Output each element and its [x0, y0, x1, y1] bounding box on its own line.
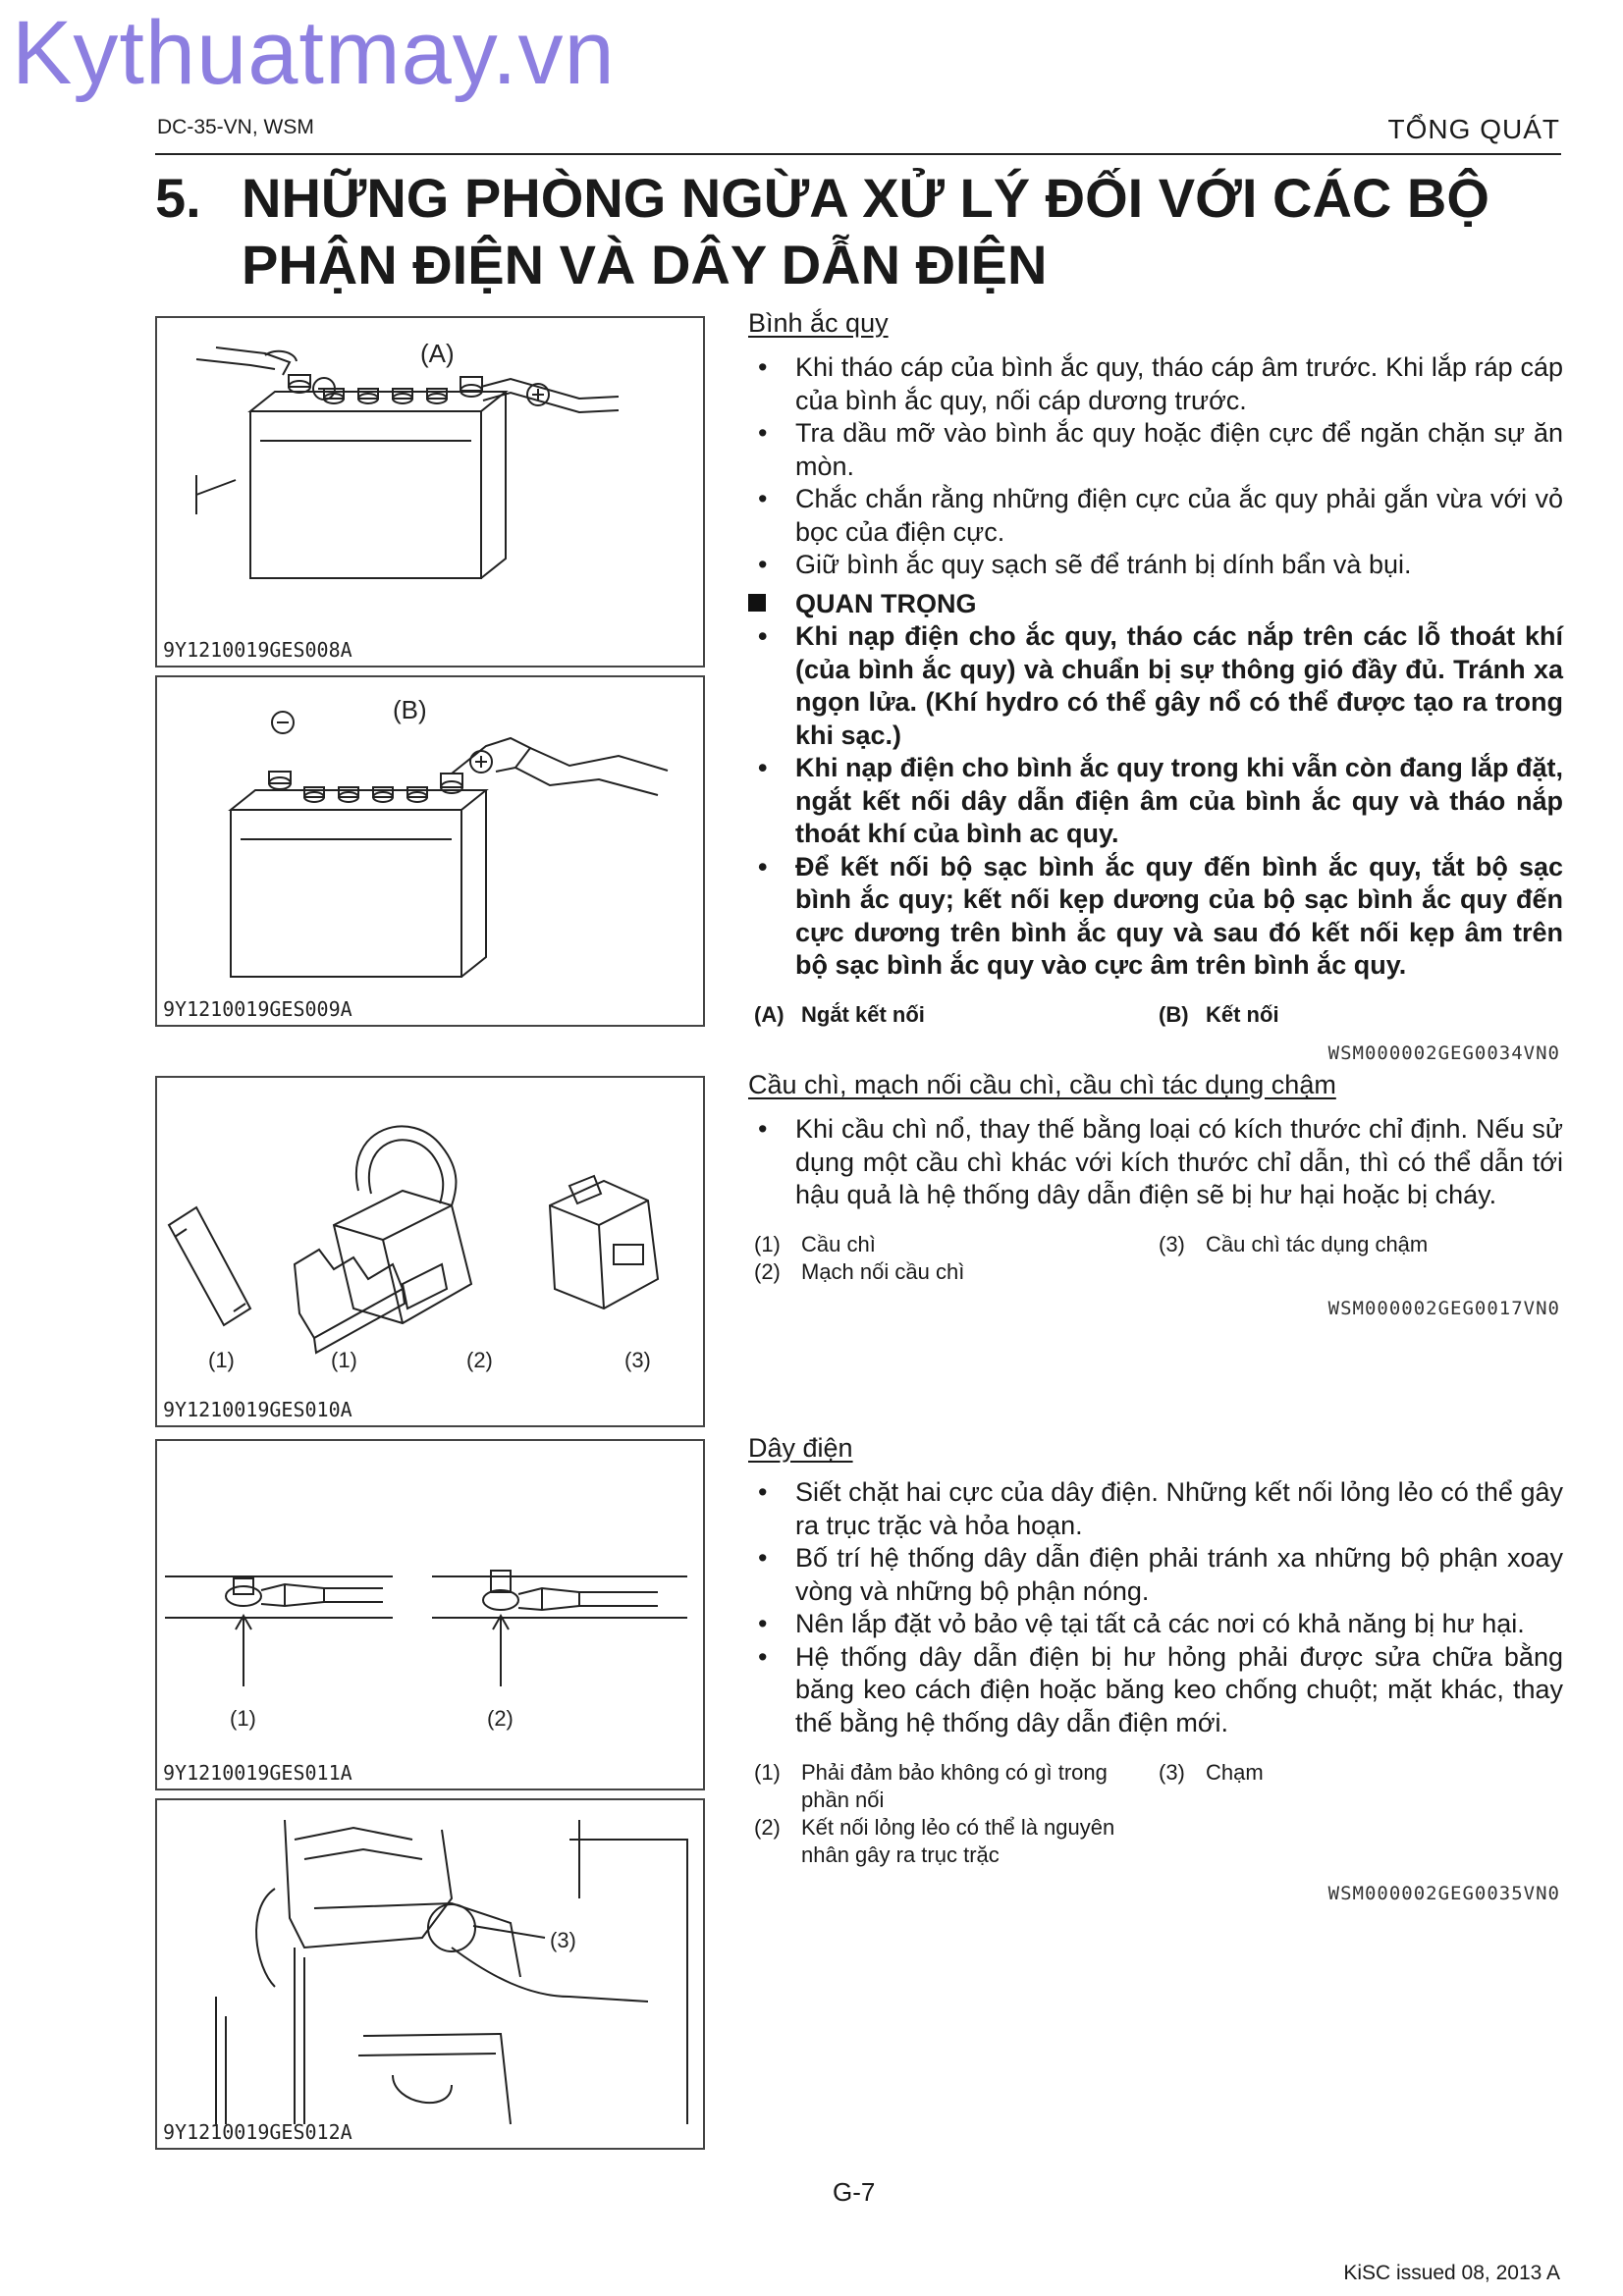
figure-battery-connect: [155, 675, 705, 1027]
terminal-label-1: (1): [230, 1706, 256, 1731]
list-item: • Hệ thống dây dẫn điện bị hư hỏng phải được sửa chữa bằng băng keo cách điện hoặc băng keo chống chuột; mặt khác, thay thế bằng hệ thống dây dẫn điện mới.: [748, 1641, 1563, 1740]
legend-item: [754, 1814, 1147, 1873]
legend-key: (3): [1159, 1232, 1185, 1256]
legend-key: (3): [1159, 1760, 1185, 1785]
legend-item: [754, 1258, 1127, 1288]
fuse-label-3: (3): [624, 1348, 651, 1372]
fuse-illustration: [157, 1078, 703, 1425]
figure-battery-disconnect: [155, 316, 705, 667]
reference-code: WSM000002GEG0017VN0: [1327, 1298, 1560, 1319]
figure-label-b: (B): [393, 695, 427, 724]
legend-text: Mạch nối cầu chì: [801, 1259, 965, 1284]
figure-code: 9Y1210019GES012A: [163, 2120, 352, 2144]
legend-text: Cầu chì tác dụng chậm: [1206, 1232, 1429, 1256]
important-bullets: [748, 620, 1563, 983]
legend-key: (2): [754, 1259, 781, 1284]
legend-item: [1159, 1759, 1453, 1789]
section-title-battery: Bình ắc quy: [748, 308, 889, 338]
figure-code: 9Y1210019GES008A: [163, 638, 352, 662]
header-rule: [155, 153, 1561, 155]
legend-key: (1): [754, 1232, 781, 1256]
legend-text: Phải đảm bảo không có gì trong: [801, 1760, 1108, 1785]
footer-issue: KiSC issued 08, 2013 A: [1343, 2262, 1560, 2284]
square-icon: [748, 594, 766, 612]
legend-text: Cầu chì: [801, 1232, 876, 1256]
title-line-1: NHỮNG PHÒNG NGỪA XỬ LÝ ĐỐI VỚI CÁC BỘ: [242, 167, 1489, 229]
legend-item: [1159, 1231, 1551, 1260]
battery-disconnect-illustration: [157, 318, 703, 666]
important-heading: [748, 589, 977, 619]
list-item: • Khi nạp điện cho ắc quy, tháo các nắp trên các lỗ thoát khí (của bình ắc quy) và chuẩn bị sự thông gió đầy đủ. Tránh xa ngọn lửa. (Khí hydro có thể gây nổ có thể được tạo ra trong khi sạc.): [748, 620, 1563, 752]
terminal-label-2: (2): [487, 1706, 514, 1731]
list-item: • Bố trí hệ thống dây dẫn điện phải tránh xa những bộ phận xoay vòng và những bộ phận nóng.: [748, 1542, 1563, 1608]
legend-key: (B): [1159, 1002, 1189, 1027]
legend-text-continued: phần nối: [801, 1788, 885, 1812]
header-section: TỔNG QUÁT: [1387, 114, 1560, 144]
figure-fuses: [155, 1076, 705, 1427]
list-item: • Để kết nối bộ sạc bình ắc quy đến bình ắc quy, tắt bộ sạc bình ắc quy; kết nối kẹp dương của bộ sạc bình ắc quy đến cực dương trên bình ắc quy và sau đó kết nối kẹp âm trên bộ sạc bình ắc quy vào cực âm trên bình ắc quy.: [748, 851, 1563, 983]
legend-key: (2): [754, 1815, 781, 1840]
fuse-label-1b: (1): [331, 1348, 357, 1372]
page-number: G-7: [833, 2177, 876, 2207]
legend-item: [754, 1231, 1127, 1260]
list-item: • Siết chặt hai cực của dây điện. Những kết nối lỏng lẻo có thể gây ra trục trặc và hỏa hoạn.: [748, 1476, 1563, 1542]
legend-item: [754, 1001, 1127, 1031]
list-item: • Khi nạp điện cho bình ắc quy trong khi vẫn còn đang lắp đặt, ngắt kết nối dây dẫn điện âm của bình ắc quy và tháo nắp thoát khí của bình ac quy.: [748, 752, 1563, 851]
header-doc-code: DC-35-VN, WSM: [157, 116, 314, 138]
list-item: • Nên lắp đặt vỏ bảo vệ tại tất cả các nơi có khả năng bị hư hại.: [748, 1608, 1563, 1641]
list-item: • Khi tháo cáp của bình ắc quy, tháo cáp âm trước. Khi lắp ráp cáp của bình ắc quy, nối cáp dương trước.: [748, 351, 1563, 417]
title-line-2: PHẬN ĐIỆN VÀ DÂY DẪN ĐIỆN: [242, 234, 1048, 295]
figure-label-a: (A): [420, 339, 455, 368]
fuse-label-2: (2): [466, 1348, 493, 1372]
figure-wire-terminals: [155, 1439, 705, 1790]
list-item: • Tra dầu mỡ vào bình ắc quy hoặc điện cực để ngăn chặn sự ăn mòn.: [748, 417, 1563, 483]
legend-key: (1): [754, 1760, 781, 1785]
legend-item: [1159, 1001, 1532, 1031]
reference-code: WSM000002GEG0034VN0: [1327, 1042, 1560, 1064]
figure-code: 9Y1210019GES011A: [163, 1761, 352, 1785]
wiring-bullets: [748, 1476, 1563, 1739]
wire-terminal-illustration: [157, 1441, 703, 1789]
section-title-fuse: Cầu chì, mạch nối cầu chì, cầu chì tác dụng chậm: [748, 1070, 1336, 1099]
battery-bullets: [748, 351, 1563, 582]
engine-wiring-illustration: [157, 1800, 703, 2148]
figure-code: 9Y1210019GES009A: [163, 997, 352, 1021]
fuse-bullets: [748, 1113, 1563, 1212]
battery-connect-illustration: [157, 677, 703, 1025]
figure-engine-wiring: [155, 1798, 705, 2150]
important-label: QUAN TRỌNG: [795, 589, 977, 618]
fuse-label-1a: (1): [208, 1348, 235, 1372]
list-item: • Chắc chắn rằng những điện cực của ắc quy phải gắn vừa với vỏ bọc của điện cực.: [748, 483, 1563, 549]
legend-item: [754, 1759, 1147, 1818]
section-title-wiring: Dây điện: [748, 1433, 853, 1463]
list-item: • Giữ bình ắc quy sạch sẽ để tránh bị dính bẩn và bụi.: [748, 549, 1563, 582]
legend-key: (A): [754, 1002, 784, 1027]
reference-code: WSM000002GEG0035VN0: [1327, 1883, 1560, 1904]
watermark: Kythuatmay.vn: [12, 3, 616, 103]
legend-text: Ngắt kết nối: [801, 1002, 925, 1027]
legend-text: Chạm: [1206, 1760, 1264, 1785]
legend-text: Kết nối: [1206, 1002, 1279, 1027]
legend-text: Kết nối lỏng lẻo có thể là nguyên: [801, 1815, 1115, 1840]
figure-code: 9Y1210019GES010A: [163, 1398, 352, 1421]
title-number: 5.: [155, 167, 201, 229]
list-item: • Khi cầu chì nổ, thay thế bằng loại có kích thước chỉ định. Nếu sử dụng một cầu chì khác với kích thước chỉ dẫn, thì có thể dẫn tới hậu quả là hệ thống dây dẫn điện sẽ bị hư hại hoặc bị cháy.: [748, 1113, 1563, 1212]
engine-label-3: (3): [550, 1928, 576, 1952]
legend-text-continued: nhân gây ra trục trặc: [801, 1842, 1000, 1867]
